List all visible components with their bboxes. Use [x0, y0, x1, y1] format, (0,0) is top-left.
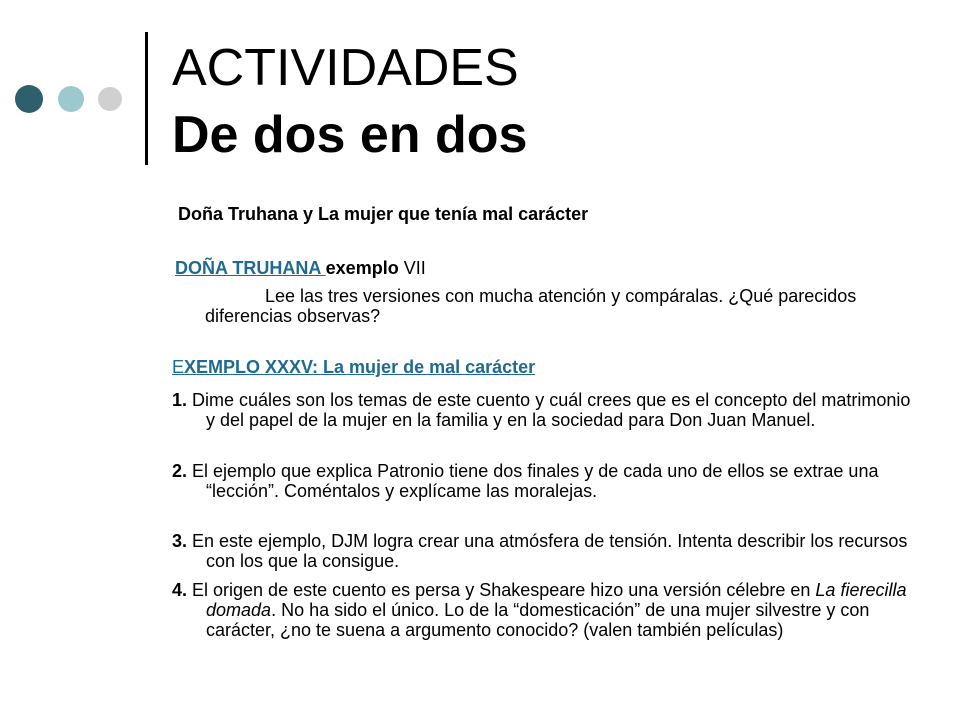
works-subtitle: Doña Truhana y La mujer que tenía mal carácter: [178, 204, 589, 224]
question-text-continued: . No ha sido el único. Lo de la “domesticación” de una mujer silvestre y con carácter, ¿no te suena a argumento conocido? (valen también películas): [206, 600, 870, 640]
title-divider-line: [145, 32, 148, 165]
question-text: En este ejemplo, DJM logra crear una atmósfera de tensión. Intenta describir los recursos con los que la consigue.: [187, 531, 908, 571]
decorative-dot-dark: [15, 85, 43, 113]
exemplo-xxxv-link[interactable]: [172, 357, 535, 377]
question-1: [172, 390, 912, 430]
question-number: 3.: [172, 531, 188, 551]
question-number: 2.: [172, 461, 188, 481]
slide-title: ACTIVIDADES: [172, 39, 519, 97]
exemplo-xxxv-line: [172, 357, 535, 378]
instruction-text: Lee las tres versiones con mucha atención y compáralas. ¿Qué parecidos diferencias observas?: [205, 286, 857, 326]
exemplo-number: VII: [398, 258, 426, 278]
question-number: 1.: [172, 390, 188, 410]
question-2: [172, 461, 912, 501]
question-4: [172, 580, 912, 640]
exemplo-first-letter: E: [172, 357, 185, 377]
decorative-dot-light: [58, 86, 84, 112]
exemplo-word: exemplo: [325, 258, 399, 278]
question-number: 4.: [172, 580, 188, 600]
slide-subtitle-heading: De dos en dos: [172, 106, 528, 164]
question-text: El origen de este cuento es persa y Shakespeare hizo una versión célebre en: [187, 580, 816, 600]
dona-truhana-link[interactable]: DOÑA TRUHANA: [175, 258, 326, 278]
question-text: El ejemplo que explica Patronio tiene dos finales y de cada uno de ellos se extrae una “lección”. Coméntalos y explícame las moralejas.: [187, 461, 879, 501]
question-3: [172, 531, 912, 571]
exemplo-link-text: XEMPLO XXXV: La mujer de mal carácter: [184, 357, 536, 377]
dona-truhana-line: [175, 258, 426, 279]
decorative-dot-gray: [98, 87, 122, 111]
question-text: Dime cuáles son los temas de este cuento y cuál crees que es el concepto del matrimonio y del papel de la mujer en la familia y en la sociedad para Don Juan Manuel.: [187, 390, 911, 430]
play-title: La fierecilla domada: [206, 580, 907, 620]
